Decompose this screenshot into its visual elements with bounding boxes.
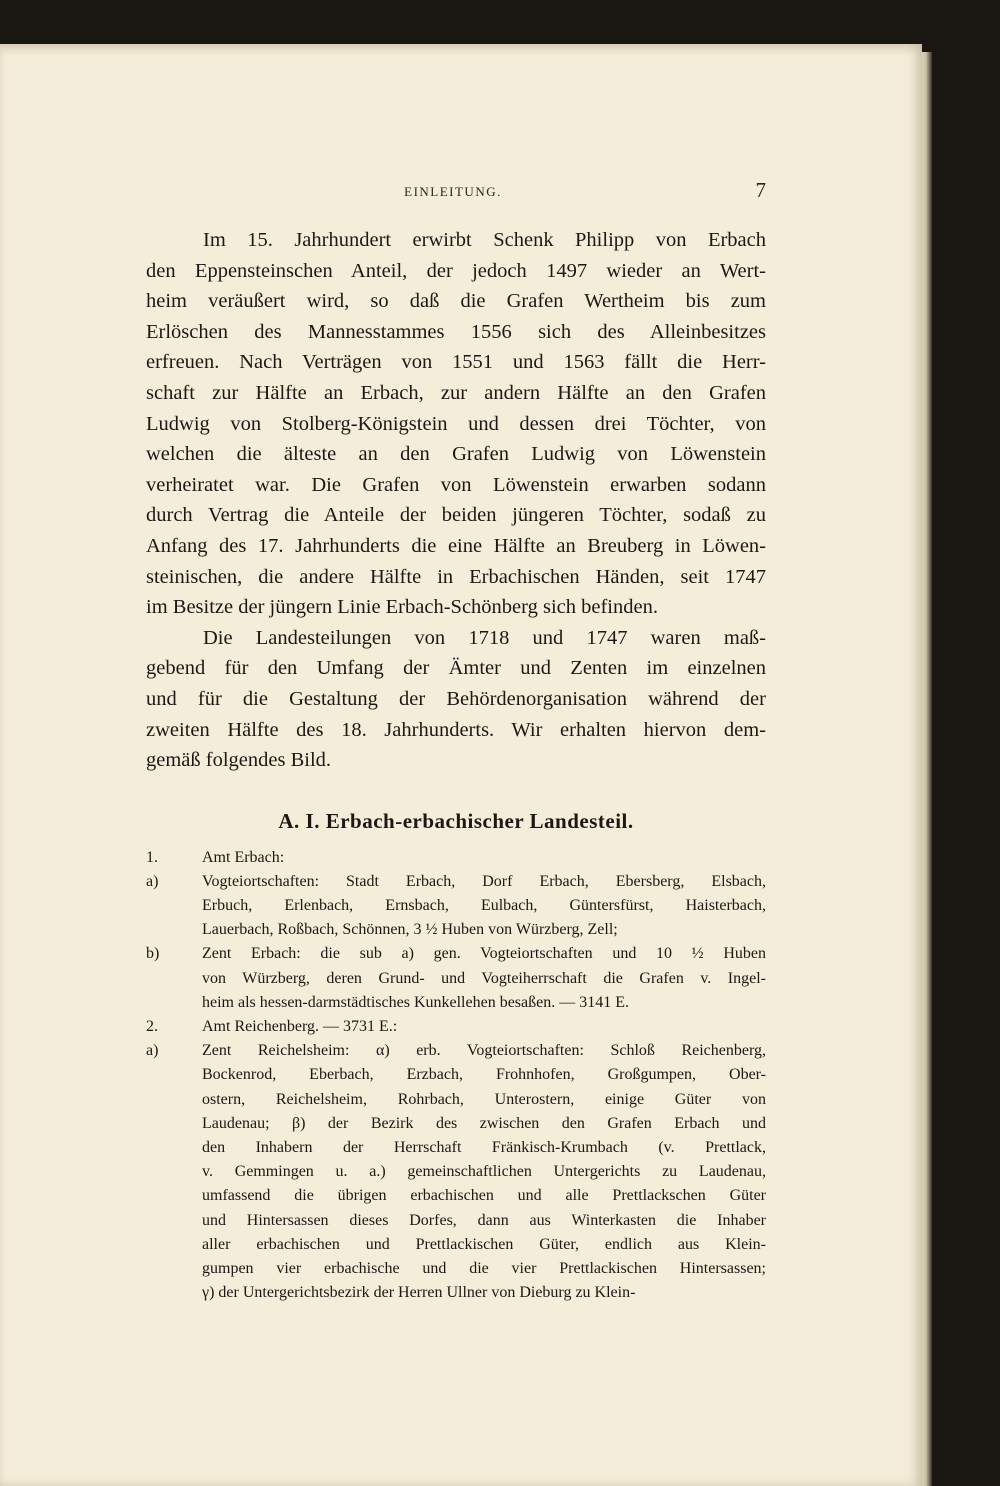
paragraph-1: [146, 225, 766, 623]
list-item-line: Lauerbach, Roßbach, Schönnen, 3 ½ Huben von Würzberg, Zell;: [202, 921, 618, 939]
page-number: 7: [755, 178, 766, 202]
list-item: [146, 1015, 766, 1039]
text-line: steinischen, die andere Hälfte in Erbachischen Händen, seit 1747: [146, 565, 766, 588]
text-line: Erlöschen des Mannesstammes 1556 sich des Alleinbesitzes: [146, 320, 766, 343]
section-heading: A. I. Erbach-erbachischer Landesteil.: [278, 808, 634, 833]
list-item-line: gumpen vier erbachische und die vier Prettlackischen Hintersassen;: [202, 1259, 766, 1277]
list-item-line: Erbuch, Erlenbach, Ernsbach, Eulbach, Güntersfürst, Haisterbach,: [202, 897, 766, 915]
text-block: [146, 225, 766, 1305]
text-line: gemäß folgendes Bild.: [146, 749, 332, 772]
list-item-line: ostern, Reichelsheim, Rohrbach, Unterostern, einige Güter von: [202, 1090, 766, 1108]
list-item-label: 1.: [146, 848, 158, 866]
list-item-label: a): [146, 1042, 159, 1060]
text-line: heim veräußert wird, so daß die Grafen Wertheim bis zum: [146, 290, 766, 313]
list-item-line: umfassend die übrigen erbachischen und alle Prettlackschen Güter: [202, 1187, 766, 1205]
list-item-line: γ) der Untergerichtsbezirk der Herren Ullner von Dieburg zu Klein-: [202, 1284, 636, 1302]
list-item-line: Zent Reichelsheim: α) erb. Vogteiortschaften: Schloß Reichenberg,: [202, 1042, 766, 1060]
list-item-line: Bockenrod, Eberbach, Erzbach, Frohnhofen, Großgumpen, Ober-: [202, 1066, 766, 1084]
text-line: zweiten Hälfte des 18. Jahrhunderts. Wir erhalten hiervon dem-: [146, 718, 766, 741]
list-item-line: aller erbachischen und Prettlackischen Güter, endlich aus Klein-: [202, 1235, 766, 1253]
list-item-line: Vogteiortschaften: Stadt Erbach, Dorf Erbach, Ebersberg, Elsbach,: [202, 872, 766, 890]
text-line: im Besitze der jüngern Linie Erbach-Schönberg sich befinden.: [146, 596, 658, 619]
list-item-line: und Hintersassen dieses Dorfes, dann aus Winterkasten die Inhaber: [202, 1211, 766, 1229]
list-item: [146, 846, 766, 870]
list-item-line: Amt Erbach:: [202, 848, 285, 866]
text-line: Im 15. Jahrhundert erwirbt Schenk Philipp von Erbach: [203, 229, 766, 251]
list-item: [146, 870, 766, 943]
list-item-line: Amt Reichenberg. — 3731 E.:: [202, 1018, 398, 1035]
running-title: EINLEITUNG.: [404, 184, 502, 199]
page-edge: [922, 52, 932, 1486]
list-item-label: a): [146, 872, 159, 890]
list-item-line: von Würzberg, deren Grund- und Vogteiherrschaft die Grafen v. Ingel-: [202, 969, 766, 987]
text-line: durch Vertrag die Anteile der beiden jüngeren Töchter, sodaß zu: [146, 504, 766, 527]
text-line: und für die Gestaltung der Behördenorganisation während der: [146, 687, 766, 710]
text-line: welchen die älteste an den Grafen Ludwig von Löwenstein: [146, 443, 766, 466]
text-line: schaft zur Hälfte an Erbach, zur andern Hälfte an den Grafen: [146, 381, 766, 404]
list-item-line: Laudenau; β) der Bezirk des zwischen den Grafen Erbach und: [202, 1114, 766, 1132]
list-item-line: Zent Erbach: die sub a) gen. Vogteiortschaften und 10 ½ Huben: [202, 945, 766, 963]
list-item-label: 2.: [146, 1018, 158, 1035]
paragraph-2: [146, 623, 766, 776]
text-line: Ludwig von Stolberg-Königstein und dessen drei Töchter, von: [146, 412, 766, 435]
text-line: Die Landesteilungen von 1718 und 1747 waren maß-: [203, 626, 766, 649]
item-list: [146, 846, 766, 1306]
list-item: [146, 1039, 766, 1305]
list-item-label: b): [146, 945, 160, 963]
running-head: [140, 178, 766, 204]
text-line: gebend für den Umfang der Ämter und Zenten im einzelnen: [146, 657, 766, 680]
list-item-line: heim als hessen-darmstädtisches Kunkellehen besaßen. — 3141 E.: [202, 993, 629, 1011]
text-line: verheiratet war. Die Grafen von Löwenstein erwarben sodann: [146, 473, 766, 496]
text-line: Anfang des 17. Jahrhunderts die eine Hälfte an Breuberg in Löwen-: [146, 534, 766, 557]
text-line: den Eppensteinschen Anteil, der jedoch 1497 wieder an Wert-: [146, 259, 766, 282]
list-item-line: v. Gemmingen u. a.) gemeinschaftlichen Untergerichts zu Laudenau,: [202, 1163, 766, 1181]
list-item-line: den Inhabern der Herrschaft Fränkisch-Krumbach (v. Prettlack,: [202, 1138, 766, 1156]
text-line: erfreuen. Nach Verträgen von 1551 und 1563 fällt die Herr-: [146, 351, 766, 374]
list-item: [146, 942, 766, 1015]
